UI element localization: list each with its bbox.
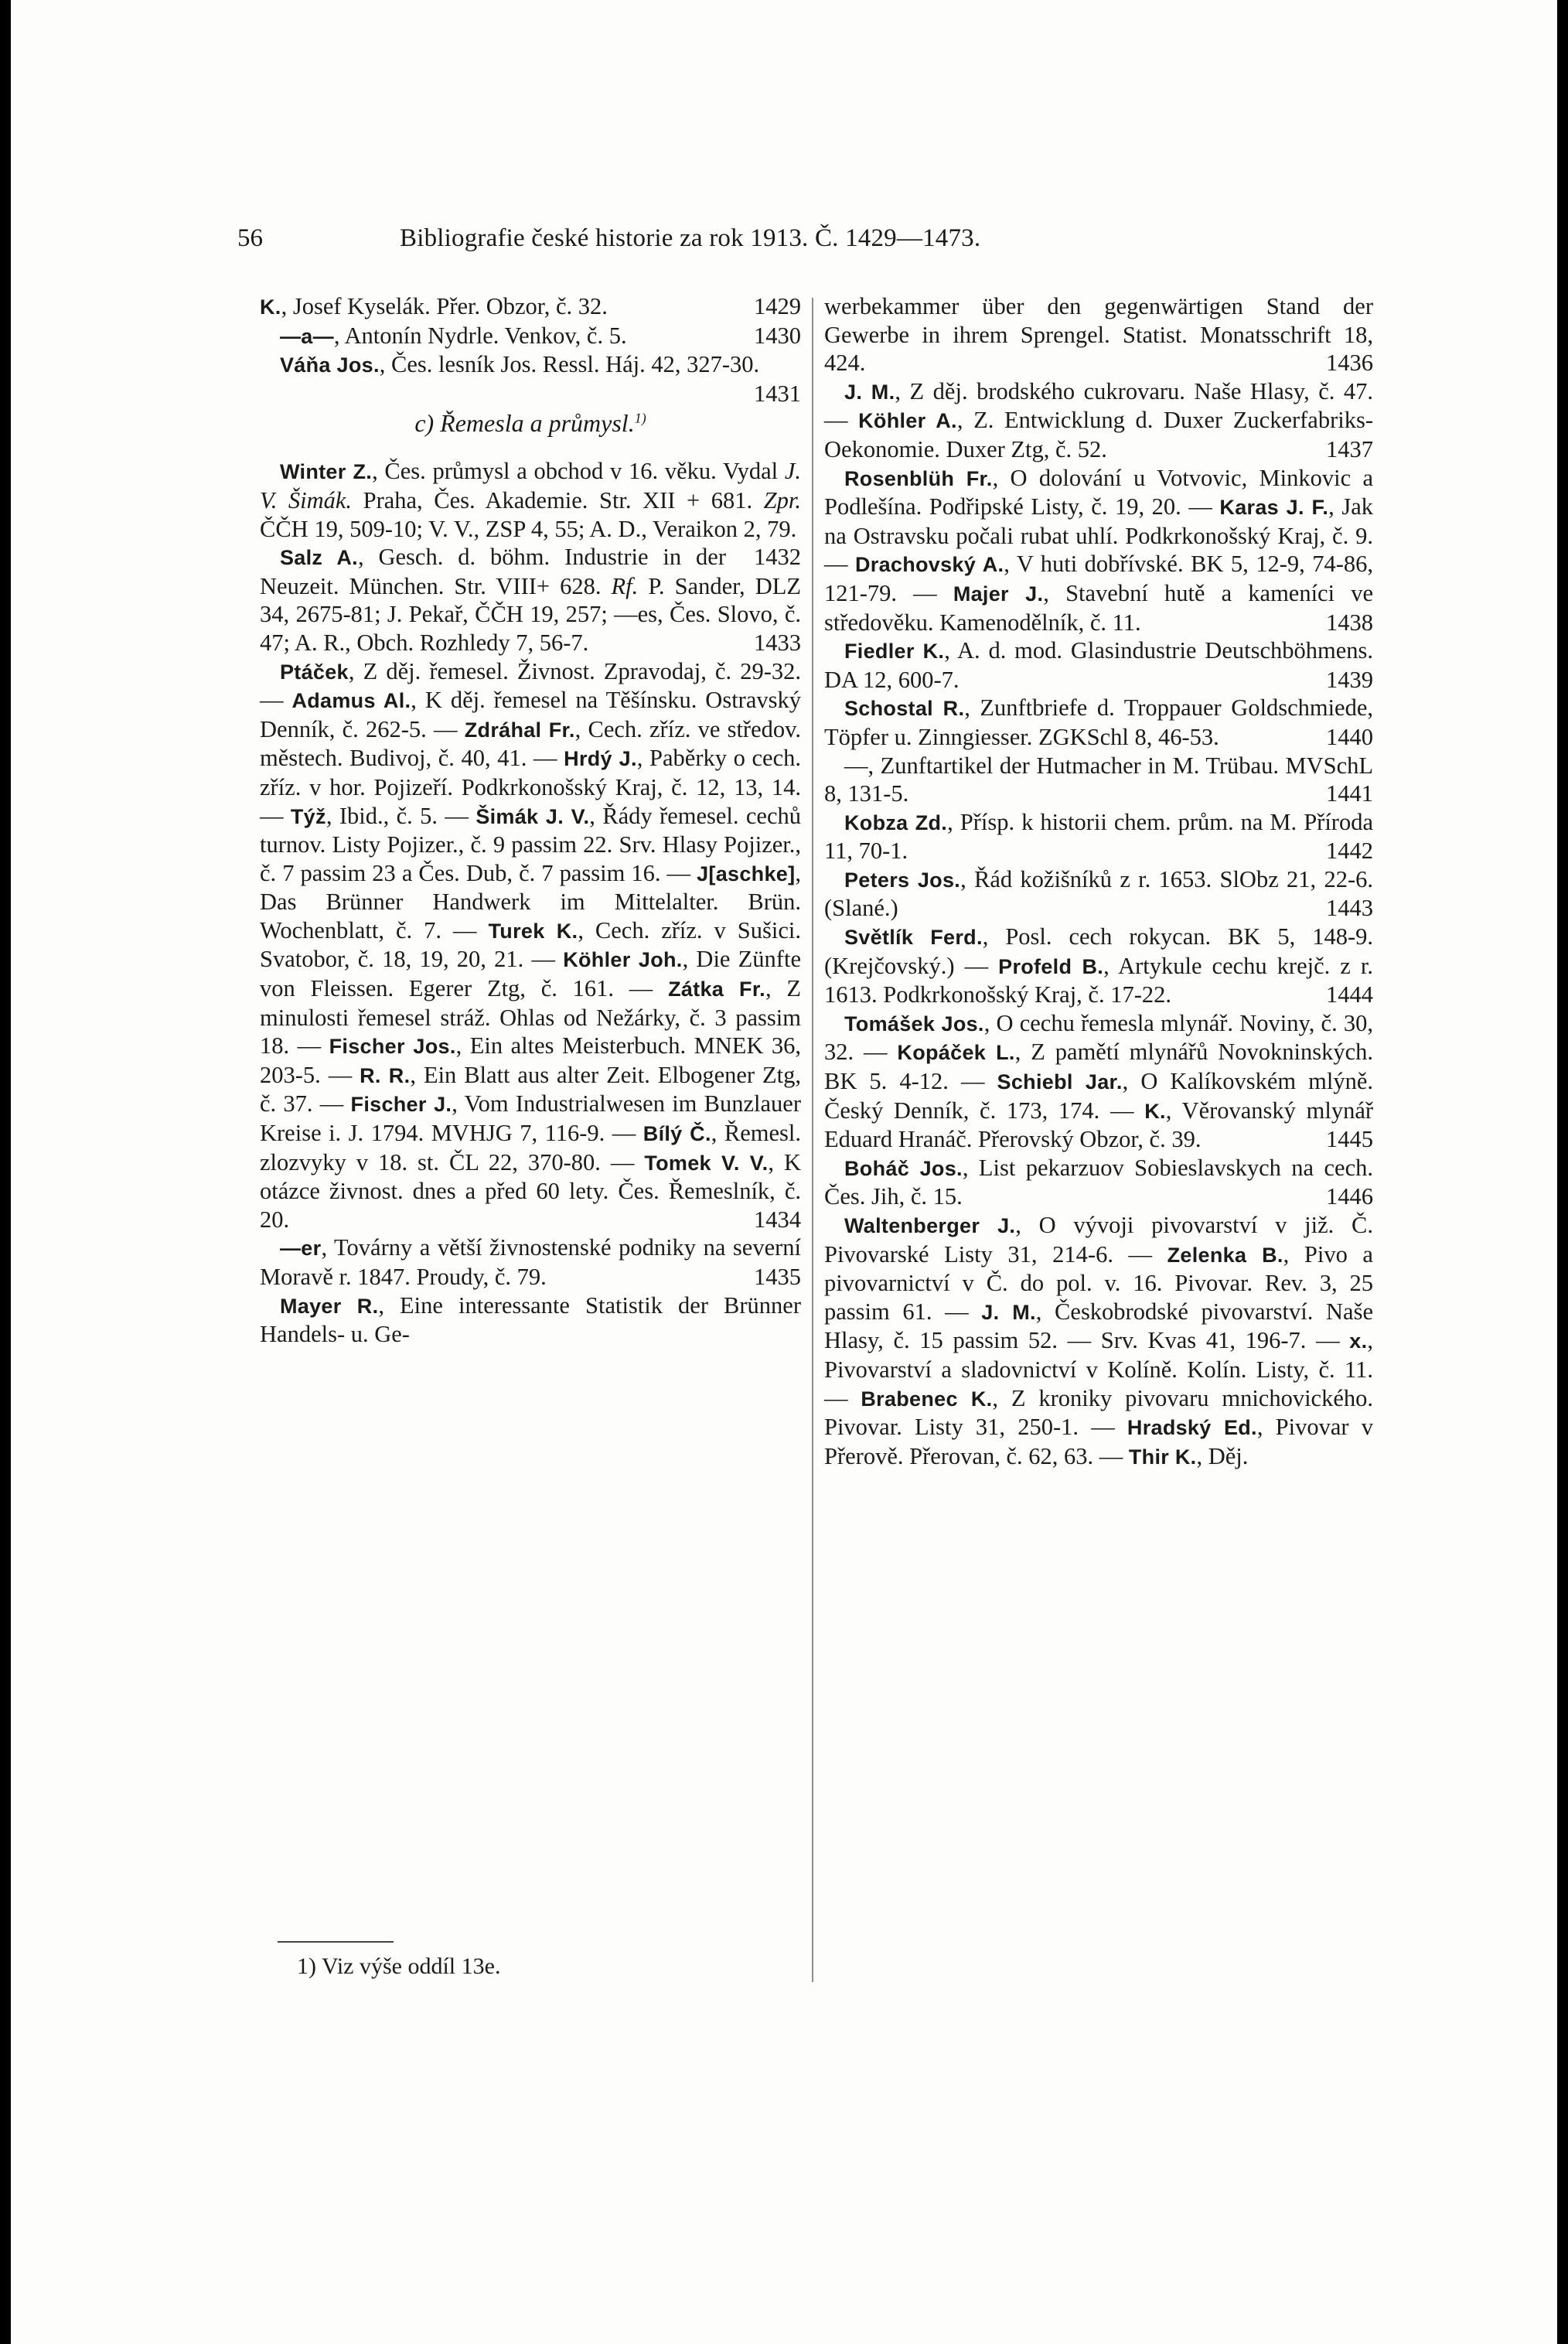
entry-italic: Zpr.: [763, 486, 801, 513]
entry-text: , V huti dobřívské. BK 5, 12-9, 74-86, 121-79. —: [824, 551, 1373, 606]
entry-author: J. M.: [844, 380, 895, 404]
entry-author: Fischer J.: [350, 1093, 452, 1117]
entry-author: Fischer Jos.: [329, 1035, 456, 1059]
entry-author: Světlík Ferd.: [844, 926, 983, 950]
entry-author: K.: [260, 295, 281, 319]
entry-text: , Artykule cechu krejč. z r. 1613. Podkrkonošský Kraj, č. 17-22.: [824, 952, 1373, 1008]
entry-text: , Stavební hutě a kameníci ve středověku. Kamenodělník, č. 11.: [824, 579, 1373, 636]
entry-author: Fiedler K.: [844, 640, 945, 664]
bibliography-entry: [824, 292, 1373, 377]
entry-author: Waltenberger J.: [844, 1214, 1016, 1237]
entry-text: , Eine interessante Statistik der Brünner Handels- u. Ge-: [260, 1291, 801, 1348]
entry-author: Boháč Jos.: [844, 1156, 963, 1180]
entry-author: —er: [280, 1237, 322, 1261]
entry-text: ČČH 19, 509-10; V. V., ZSP 4, 55; A. D., Veraikon 2, 79.: [260, 515, 797, 542]
left-column: [260, 292, 801, 1349]
entry-author: Schiebl Jar.: [997, 1070, 1123, 1094]
entry-author: Hrdý J.: [564, 747, 637, 771]
bibliography-entry: [824, 636, 1373, 694]
entry-number: 1432: [754, 544, 801, 571]
entry-text: , Továrny a větší živnostenské podniky na severní Moravě r. 1847. Proudy, č. 79.: [260, 1234, 801, 1290]
entry-number: 1443: [1326, 895, 1373, 922]
entry-author: Salz A.: [280, 546, 358, 570]
entry-number: 1434: [754, 1206, 801, 1233]
header-title: Bibliografie české historie za rok 1913. Č. 1429—1473.: [400, 224, 981, 252]
entry-text: , K otázce živnost. dnes a před 60 lety. Čes. Řemeslník, č. 20.: [260, 1148, 802, 1233]
entry-number: 1445: [1326, 1126, 1373, 1153]
entry-author: x.: [1349, 1329, 1368, 1353]
entry-author: K.: [1144, 1099, 1166, 1123]
paper-sheet: [11, 0, 1557, 2344]
bibliography-entry: [260, 292, 801, 322]
entry-text: , Die Zünfte von Fleissen. Egerer Ztg, č. 161. —: [260, 946, 801, 1002]
entry-text: , Řád kožišníků z r. 1653. SlObz 21, 22-6. (Slané.): [824, 865, 1373, 922]
entry-text: , O Kalíkovském mlýně. Český Denník, č. 173, 174. —: [824, 1068, 1373, 1124]
entry-text: , Josef Kyselák. Přer. Obzor, č. 32.: [281, 293, 608, 319]
bibliography-entry: [824, 865, 1373, 923]
page-number: 56: [237, 224, 263, 252]
right-column: [824, 292, 1373, 1471]
entry-text: , Přísp. k historii chem. prům. na M. Příroda 11, 70-1.: [824, 808, 1373, 865]
entry-author: Schostal R.: [844, 697, 965, 721]
entry-author: Drachovský A.: [854, 553, 1004, 577]
entry-author: Zelenka B.: [1167, 1243, 1283, 1267]
entry-number: 1437: [1326, 435, 1373, 462]
entry-text: , O dolování u Votvovic, Minkovic a Podlešína. Podřipské Listy, č. 19, 20. —: [824, 464, 1373, 520]
entry-text: , A. d. mod. Glasindustrie Deutschböhmens. DA 12, 600-7.: [824, 637, 1373, 693]
entry-text: , Děj.: [1196, 1442, 1249, 1469]
entry-italic: Rf.: [611, 572, 639, 599]
bibliography-entry: [824, 1211, 1373, 1471]
bibliography-entry: [260, 350, 801, 407]
entry-author: Majer J.: [953, 582, 1044, 606]
section-heading: [260, 409, 801, 438]
entry-text: , Posl. cech rokycan. BK 5, 148-9. (Krejčovský.) —: [824, 923, 1373, 979]
bibliography-entry: [824, 752, 1373, 808]
footnote-text: Viz výše oddíl 13e.: [321, 1953, 501, 1979]
entry-author: Bílý Č.: [643, 1122, 711, 1146]
entry-text: , O cechu řemesla mlynář. Noviny, č. 30, 32. —: [824, 1009, 1373, 1066]
entry-number: 1440: [1326, 723, 1373, 750]
entry-author: Týž: [290, 804, 326, 828]
entry-author: Thir K.: [1128, 1445, 1197, 1469]
entry-text: , Paběrky o cech. zříz. v hor. Pojizeří. Podkrkonošský Kraj, č. 12, 13, 14. —: [260, 745, 801, 829]
entry-text: , Cech. zříz. v Sušici. Svatobor, č. 18, 19, 20, 21. —: [260, 916, 801, 973]
entry-author: Kopáček L.: [897, 1041, 1015, 1065]
column-divider: [812, 298, 813, 1982]
entry-author: Mayer R.: [280, 1294, 379, 1318]
entry-number: 1442: [1326, 838, 1373, 865]
footnote: [297, 1953, 500, 1980]
entry-text: , Gesch. d. böhm. Industrie in der Neuzeit. München. Str. VIII+ 628.: [260, 544, 726, 599]
entry-author: Kobza Zd.: [844, 810, 948, 834]
entry-author: Karas J. F.: [1219, 496, 1329, 520]
entry-number: 1446: [1326, 1183, 1373, 1210]
footnote-mark: 1): [297, 1953, 316, 1979]
entry-number: 1439: [1326, 666, 1373, 693]
entry-author: Adamus Al.: [291, 689, 411, 713]
entry-text: , Pivo a pivovarnictví v Č. do pol. v. 16. Pivovar. Rev. 3, 25 passim 61. —: [824, 1240, 1373, 1325]
entry-text: Praha, Čes. Akademie. Str. XII + 681.: [352, 486, 764, 513]
entry-author: Rosenblüh Fr.: [844, 466, 993, 490]
entry-text: , Ein Blatt aus alter Zeit. Elbogener Ztg, č. 37. —: [260, 1061, 801, 1117]
entry-author: Zdráhal Fr.: [464, 718, 575, 742]
entry-text: , Z děj. řemesel. Živnost. Zpravodaj, č. 29-32. —: [260, 657, 801, 714]
entry-author: Váňa Jos.: [280, 353, 380, 377]
entry-text: , Českobrodské pivovarství. Naše Hlasy, č. 15 passim 52. — Srv. Kvas 41, 196-7. —: [824, 1298, 1373, 1354]
entry-text: , Čes. lesník Jos. Ressl. Háj. 42, 327-30.: [379, 351, 760, 378]
entry-author: Köhler A.: [858, 409, 957, 433]
section-title: c) Řemesla a průmysl.: [414, 408, 635, 437]
entry-number: 1444: [1326, 981, 1373, 1008]
bibliography-entry: [824, 464, 1373, 637]
entry-text: , Věrovanský mlynář Eduard Hranáč. Přerovský Obzor, č. 39.: [824, 1097, 1374, 1153]
entry-italic: J. V. Šimák.: [260, 458, 801, 513]
entry-text: , Z minulosti řemesel stráž. Ohlas od Nežárky, č. 3 passim 18. —: [260, 975, 801, 1059]
entry-text: , Zunftbriefe d. Troppauer Goldschmiede, Töpfer u. Zinngiesser. ZGKSchl 8, 46-53.: [824, 694, 1374, 750]
entry-text: , Z. Entwicklung d. Duxer Zuckerfabriks-Oekonomie. Duxer Ztg, č. 52.: [824, 407, 1374, 462]
entry-text: , Das Brünner Handwerk im Mittelalter. Brün. Wochenblatt, č. 7. —: [260, 859, 801, 943]
entry-number: 1438: [1326, 609, 1373, 636]
footnote-rule: [278, 1941, 394, 1943]
bibliography-entry: [824, 923, 1373, 1009]
entry-text: , Pivovar v Přerově. Přerovan, č. 62, 63. —: [824, 1414, 1373, 1469]
bibliography-entry: [260, 1233, 801, 1291]
entry-author: Šimák J. V.: [476, 804, 590, 828]
entry-number: 1429: [754, 293, 801, 319]
entry-text: , Vom Industrialwesen im Bunzlauer Kreise i. J. 1794. MVHJG 7, 116-9. —: [260, 1090, 801, 1147]
entry-number: 1433: [754, 629, 801, 656]
entry-text: , Jak na Ostravsku počali rubat uhlí. Podkrkonošský Kraj, č. 9. —: [824, 493, 1373, 578]
entry-author: Köhler Joh.: [563, 948, 683, 972]
entry-author: Tomek V. V.: [644, 1151, 769, 1175]
entry-text: , Antonín Nydrle. Venkov, č. 5.: [333, 322, 627, 349]
bibliography-entry: [260, 657, 801, 1234]
bibliography-entry: [260, 543, 801, 657]
entry-text: , List pekarzuov Sobieslavskych na cech. Čes. Jih, č. 15.: [824, 1154, 1373, 1210]
bibliography-entry: [824, 1154, 1373, 1211]
bibliography-entry: [260, 322, 801, 351]
entry-text: , Řády řemesel. cechů turnov. Listy Pojizer., č. 9 passim 22. Srv. Hlasy Pojizer., č. 7 passim 23 a Čes. Dub, č. 7 passim 16. —: [260, 802, 801, 886]
entry-author: Tomášek Jos.: [844, 1012, 984, 1036]
entry-text: , Ibid., č. 5. —: [326, 802, 476, 829]
entry-author: Zátka Fr.: [668, 978, 765, 1001]
bibliography-entry: [824, 694, 1373, 751]
entry-author: —a—: [280, 324, 334, 348]
entry-author: Profeld B.: [998, 954, 1104, 978]
entry-text: , Čes. průmysl a obchod v 16. věku. Vydal: [372, 458, 785, 485]
footnote-reference: 1): [634, 410, 646, 426]
entry-author: R. R.: [360, 1063, 411, 1087]
entry-text: , Z děj. brodského cukrovaru. Naše Hlasy, č. 47. —: [824, 377, 1374, 434]
entry-number: 1435: [754, 1264, 801, 1290]
bibliography-entry: [260, 1291, 801, 1349]
entry-number: 1441: [1326, 780, 1373, 807]
running-header: [237, 224, 1374, 268]
entry-author: Brabenec K.: [861, 1387, 993, 1411]
entry-text: P. Sander, DLZ 34, 2675-81; J. Pekař, ČČH 19, 257; —es, Čes. Slovo, č. 47; A. R., Obch. Rozhledy 7, 56-7.: [260, 572, 801, 656]
entry-text: , Z kroniky pivovaru mnichovického. Pivovar. Listy 31, 250-1. —: [824, 1384, 1373, 1441]
entry-author: Winter Z.: [280, 460, 373, 484]
entry-author: Turek K.: [488, 919, 578, 943]
entry-author: Hradský Ed.: [1127, 1416, 1257, 1440]
entry-text: , Z pamětí mlynářů Novokninských. BK 5. 4-12. —: [824, 1039, 1374, 1095]
entry-text: , Řemesl. zlozvyky v 18. st. ČL 22, 370-80. —: [260, 1120, 801, 1175]
entry-text: , Ein altes Meisterbuch. MNEK 36, 203-5. —: [260, 1032, 801, 1088]
entry-author: Ptáček: [280, 660, 349, 684]
entry-text: , Pivovarství a sladovnictví v Kolíně. Kolín. Listy, č. 11. —: [824, 1327, 1373, 1411]
entry-author: Peters Jos.: [844, 868, 961, 892]
bibliography-entry: [824, 808, 1373, 865]
entry-text: —, Zunftartikel der Hutmacher in M. Trübau. MVSchL 8, 131-5.: [824, 752, 1373, 807]
entry-number: 1430: [754, 322, 801, 349]
entry-number: 1436: [1326, 350, 1373, 377]
entry-number: 1431: [754, 380, 801, 407]
entry-text: , K děj. řemesel na Těšínsku. Ostravský Denník, č. 262-5. —: [260, 687, 801, 742]
bibliography-entry: [824, 377, 1373, 464]
entry-author: J. M.: [981, 1300, 1036, 1324]
bibliography-entry: [824, 1009, 1373, 1154]
entry-text: , Cech. zříz. ve středov. městech. Budivoj, č. 40, 41. —: [260, 715, 802, 772]
entry-author: J[aschke]: [697, 862, 796, 885]
entry-text: , O vývoji pivovarství v již. Č. Pivovarské Listy 31, 214-6. —: [824, 1212, 1373, 1268]
entry-text: werbekammer über den gegenwärtigen Stand der Gewerbe in ihrem Sprengel. Statist. Monatsschrift 18, 424.: [824, 293, 1373, 377]
